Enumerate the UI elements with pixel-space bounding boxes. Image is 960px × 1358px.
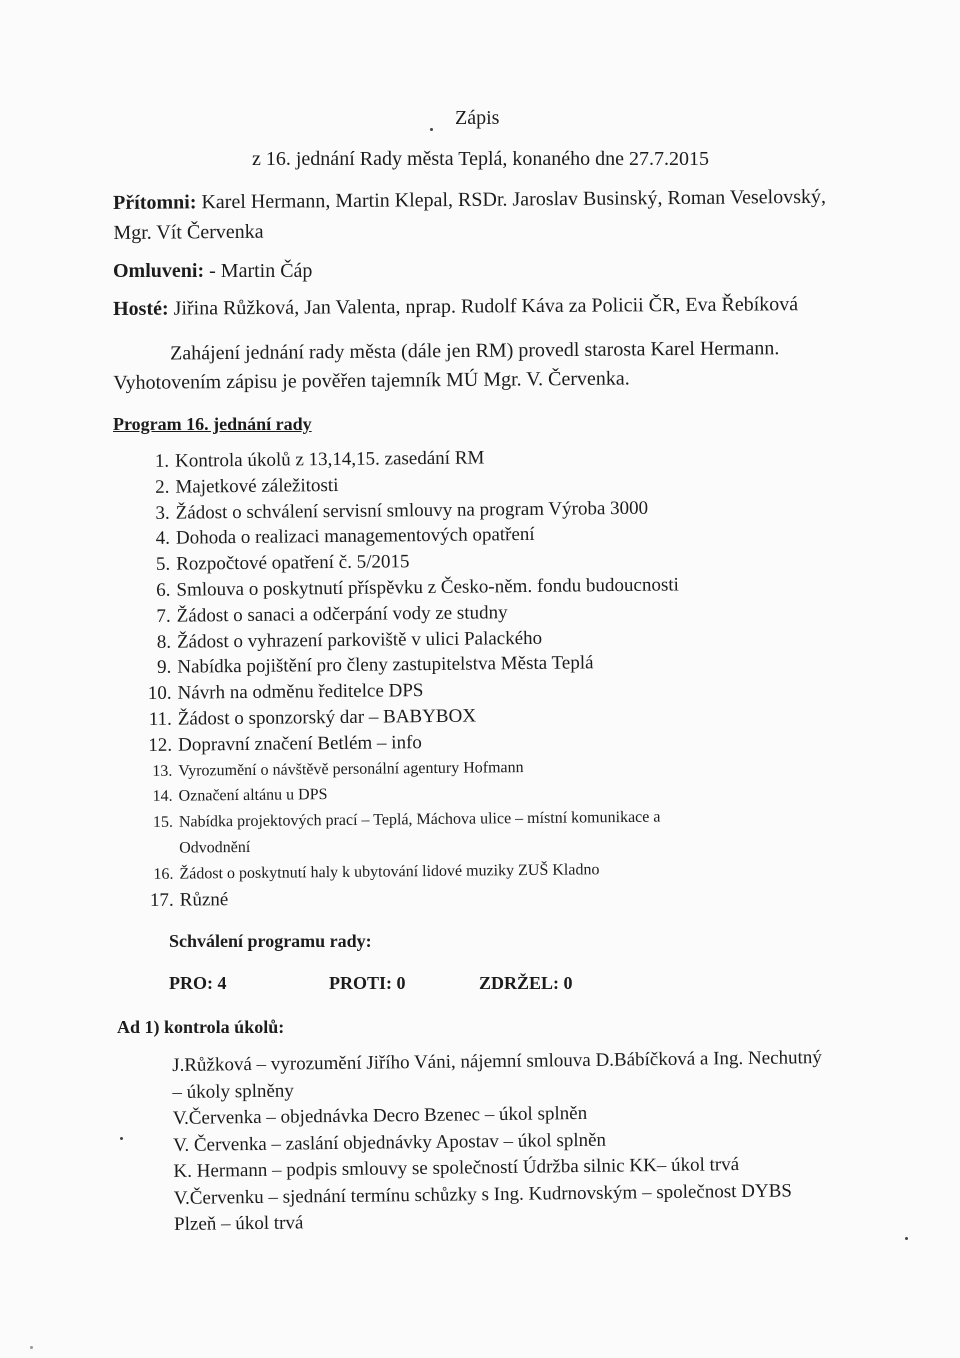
vote-pro: PRO: 4 (169, 973, 227, 993)
present-label: Přítomni: (113, 191, 197, 214)
task-line: – úkoly splněny (172, 1080, 294, 1103)
excused-label: Omluveni: (113, 260, 205, 282)
present-paragraph (113, 182, 843, 248)
agenda-item: 3. Žádost o schválení servisní smlouvy na program Výroba 3000 (155, 497, 649, 524)
guests-names: Jiřina Růžková, Jan Valenta, nprap. Rudolf Káva za Policii ČR, Eva Řebíková (173, 293, 799, 320)
document-subtitle: z 16. jednání Rady města Teplá, konaného dne 27.7.2015 (252, 148, 710, 170)
scan-speck (905, 1237, 908, 1240)
intro-paragraph: Zahájení jednání rady města (dále jen RM) provedl starosta Karel Hermann. Vyhotovením zápisu je pověřen tajemník MÚ Mgr. V. Červenka. (113, 337, 780, 394)
task-line: Plzeň – úkol trvá (173, 1212, 304, 1235)
agenda-item: 16. Žádost o poskytnutí haly k ubytování lidové muziky ZUŠ Kladno (153, 860, 600, 883)
vote-proti: PROTI: 0 (329, 973, 406, 993)
agenda-item: 7. Žádost o sanaci a odčerpání vody ze studny (156, 601, 508, 627)
scan-speck (430, 128, 433, 131)
approval-heading: Schválení programu rady: (169, 931, 372, 951)
task-line: V. Červenka – zaslání objednávky Apostav – úkol splněn (172, 1129, 607, 1156)
agenda-item: 13. Vyrozumění o návštěvě personální agentury Hofmann (152, 758, 524, 780)
task-line: V.Červenka – objednávka Decro Bzenec – úkol splněn (172, 1102, 588, 1129)
agenda-item: 2. Majetkové záležitosti (155, 474, 339, 498)
agenda-list (143, 441, 868, 913)
vote-zdrzel: ZDRŽEL: 0 (479, 973, 573, 993)
task-line: J.Růžková – vyrozumění Jiřího Váni, nájemní smlouva D.Bábíčková a Ing. Nechutný (172, 1047, 822, 1076)
agenda-item: 12. Dopravní značení Betlém – info (148, 731, 422, 756)
agenda-item: 4. Dohoda o realizaci managementových opatření (155, 524, 535, 550)
agenda-item: 9. Nabídka pojištění pro členy zastupitelstva Města Teplá (156, 652, 594, 679)
agenda-item: 15. Nabídka projektových prací – Teplá, Máchova ulice – místní komunikace a Odvodnění (147, 803, 868, 862)
agenda-item: 5. Rozpočtové opatření č. 5/2015 (155, 551, 410, 576)
present-names: Karel Hermann, Martin Klepal, RSDr. Jaroslav Businský, Roman Veselovský, Mgr. Vít Červenka (113, 185, 827, 244)
guests-line (113, 293, 798, 320)
scan-speck (120, 1137, 123, 1140)
program-heading: Program 16. jednání rady (113, 414, 312, 434)
excused-line (113, 260, 312, 282)
task-line: K. Hermann – podpis smlouvy se společností Údržba silnic KK– úkol trvá (173, 1154, 740, 1182)
ad1-heading: Ad 1) kontrola úkolů: (117, 1017, 285, 1037)
agenda-item: 10. Návrh na odměnu ředitelce DPS (147, 680, 424, 705)
scan-speck (30, 1346, 33, 1349)
agenda-item: 11. Žádost o sponzorský dar – BABYBOX (148, 705, 477, 730)
agenda-item: 1. Kontrola úkolů z 13,14,15. zasedání RM (154, 447, 485, 472)
agenda-item: 8. Žádost o vyhrazení parkoviště v ulici Palackého (156, 627, 543, 653)
task-list (172, 1044, 874, 1238)
agenda-item: 6. Smlouva o poskytnutí příspěvku z Česko-něm. fondu budoucnosti (156, 574, 679, 601)
task-line: V.Červenku – sjednání termínu schůzky s Ing. Kudrnovským – společnost DYBS (173, 1179, 793, 1209)
agenda-item-continuation: Odvodnění (179, 838, 251, 857)
agenda-item: 14. Označení altánu u DPS (152, 786, 328, 806)
document-title: Zápis (455, 107, 500, 129)
guests-label: Hosté: (113, 297, 169, 320)
agenda-item: 17. Různé (149, 888, 229, 911)
excused-names: - Martin Čáp (209, 260, 313, 282)
